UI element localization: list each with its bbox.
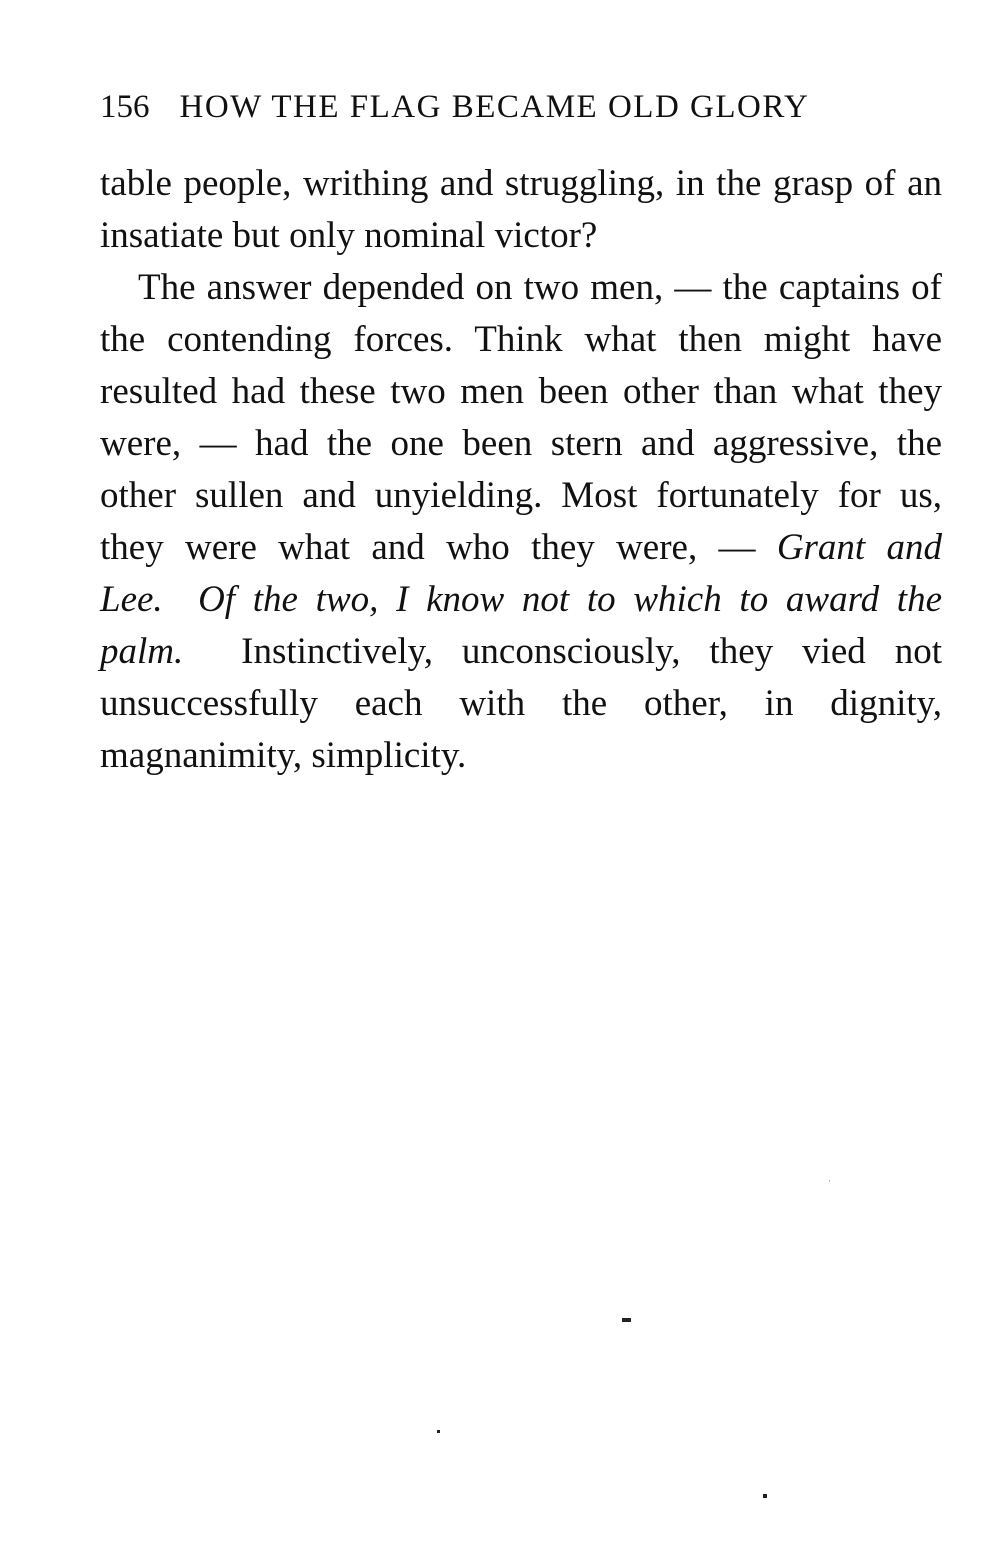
paragraph-text-after: Instinctively, unconsciously, they vied not unsuccessfully each with the other, in dignity, magnanimity, simplicity. xyxy=(100,631,943,776)
italic-palm-sentence: Of the two, I know not to which to award the palm. xyxy=(100,579,942,672)
scan-speck xyxy=(437,1430,440,1433)
paragraph-text-before: The answer depended on two men, — the captains of the contending forces. Think what then might have resulted had these two men been other than what they were, — had the one been stern and aggressive, the other sullen and unyielding. Most fortunately for us, they were what and who they were, — xyxy=(100,267,942,568)
running-head xyxy=(100,82,942,132)
page-number: 156 xyxy=(100,89,150,125)
body-text xyxy=(100,158,942,782)
scan-speck xyxy=(622,1318,631,1322)
scan-speck xyxy=(763,1494,767,1498)
italic-names: Grant and Lee. xyxy=(100,527,942,620)
paragraph-continued: table people, writhing and struggling, in the grasp of an insatiate but only nominal victor? xyxy=(100,163,942,256)
scan-speck xyxy=(829,1180,830,1182)
running-head-title: HOW THE FLAG BECAME OLD GLORY xyxy=(179,89,810,125)
paragraph-answer xyxy=(100,262,942,782)
